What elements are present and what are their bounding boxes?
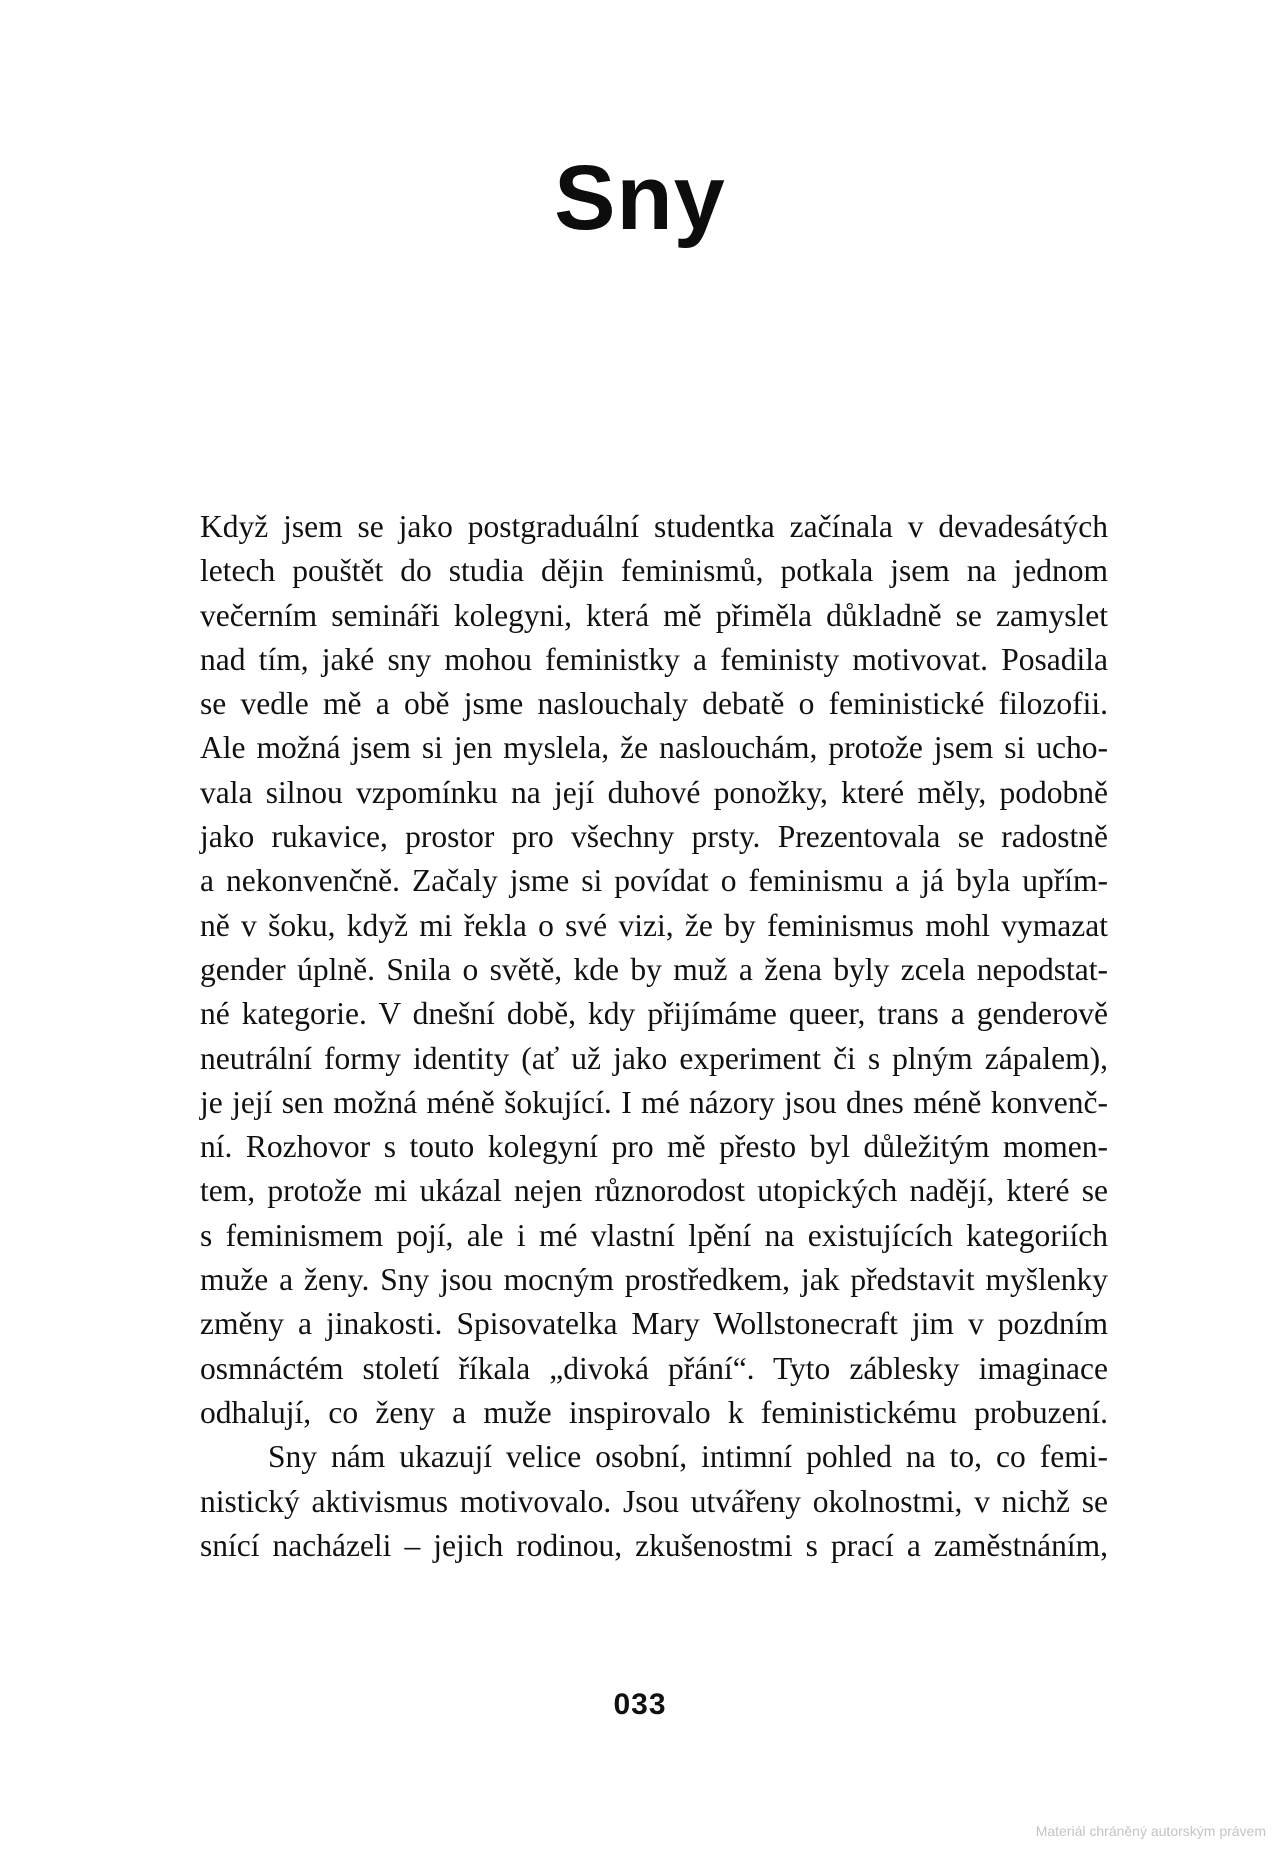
text-line: Ale možná jsem si jen myslela, že naslouchám, protože jsem si ucho-: [200, 730, 1108, 766]
text-line: letech pouštět do studia dějin feminismů, potkala jsem na jednom: [200, 553, 1108, 589]
text-line: nad tím, jaké sny mohou feministky a feministy motivovat. Posadila: [200, 641, 1108, 677]
text-line: vala silnou vzpomínku na její duhové ponožky, které měly, podobně: [200, 774, 1108, 810]
text-line: se vedle mě a obě jsme naslouchaly debatě o feministické filozofii.: [200, 686, 1108, 722]
page-number: 033: [613, 1688, 667, 1721]
text-line: neutrální formy identity (ať už jako experiment či s plným zápalem),: [200, 1040, 1108, 1076]
body-text: [200, 505, 1108, 1568]
text-line: ně v šoku, když mi řekla o své vizi, že by feminismus mohl vymazat: [200, 907, 1108, 943]
text-line: večerním semináři kolegyni, která mě přiměla důkladně se zamyslet: [200, 597, 1108, 633]
text-line: Když jsem se jako postgraduální studentka začínala v devadesátých: [200, 509, 1108, 544]
text-line: né kategorie. V dnešní době, kdy přijímáme queer, trans a genderově: [200, 996, 1108, 1032]
text-line: je její sen možná méně šokující. I mé názory jsou dnes méně konvenč-: [200, 1084, 1108, 1120]
text-line: změny a jinakosti. Spisovatelka Mary Wollstonecraft jim v pozdním: [200, 1306, 1108, 1342]
text-line: jako rukavice, prostor pro všechny prsty. Prezentovala se radostně: [200, 819, 1108, 855]
text-line: osmnáctém století říkala „divoká přání“. Tyto záblesky imaginace: [200, 1350, 1108, 1386]
text-line: gender úplně. Snila o světě, kde by muž a žena byly zcela nepodstat-: [200, 951, 1108, 987]
text-line: snící nacházeli – jejich rodinou, zkušenostmi s prací a zaměstnáním,: [200, 1527, 1108, 1563]
text-line: tem, protože mi ukázal nejen různorodost utopických nadějí, které se: [200, 1173, 1108, 1209]
text-line: nistický aktivismus motivovalo. Jsou utvářeny okolnostmi, v nichž se: [200, 1483, 1108, 1519]
chapter-title: Sny: [554, 147, 726, 249]
copyright-watermark: Materiál chráněný autorským právem: [1035, 1823, 1266, 1839]
text-line: odhalují, co ženy a muže inspirovalo k feministickému probuzení.: [200, 1394, 1108, 1430]
paragraph-start-line: Sny nám ukazují velice osobní, intimní pohled na to, co femi-: [268, 1439, 1108, 1475]
text-line: a nekonvenčně. Začaly jsme si povídat o feminismu a já byla upřím-: [200, 863, 1108, 899]
text-line: ní. Rozhovor s touto kolegyní pro mě přesto byl důležitým momen-: [200, 1129, 1108, 1165]
text-line: s feminismem pojí, ale i mé vlastní lpění na existujících kategoriích: [200, 1217, 1108, 1253]
text-line: muže a ženy. Sny jsou mocným prostředkem, jak představit myšlenky: [200, 1262, 1108, 1298]
